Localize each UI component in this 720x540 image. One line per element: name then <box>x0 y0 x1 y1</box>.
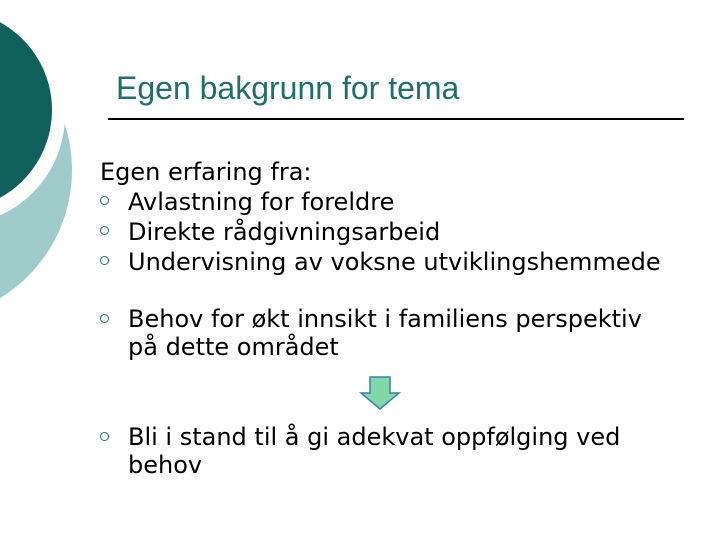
decorative-circles <box>0 0 100 300</box>
title-underline <box>108 118 684 120</box>
experience-heading: Egen erfaring fra: <box>100 158 312 186</box>
need-point-line-2: på dette området <box>128 333 339 361</box>
bullet-text: Undervisning av voksne utviklingshemmede <box>128 248 661 276</box>
goal-point-line-1: Bli i stand til å gi adekvat oppfølging ved <box>128 423 621 451</box>
circle-bullet-icon <box>100 256 109 265</box>
circle-bullet-icon <box>100 226 109 235</box>
need-point-text <box>128 305 642 361</box>
circle-bullet-icon <box>100 432 109 441</box>
circle-bullet-icon <box>100 196 109 205</box>
bullet-text: Avlastning for foreldre <box>128 188 395 216</box>
goal-point-text <box>128 423 620 479</box>
circle-bullet-icon <box>100 314 109 323</box>
need-point-line-1: Behov for økt innsikt i familiens perspektiv <box>128 305 642 333</box>
bullet-text: Direkte rådgivningsarbeid <box>128 218 441 246</box>
goal-point-line-2: behov <box>128 451 203 479</box>
slide-title: Egen bakgrunn for tema <box>116 70 460 106</box>
down-arrow-icon <box>359 376 401 410</box>
